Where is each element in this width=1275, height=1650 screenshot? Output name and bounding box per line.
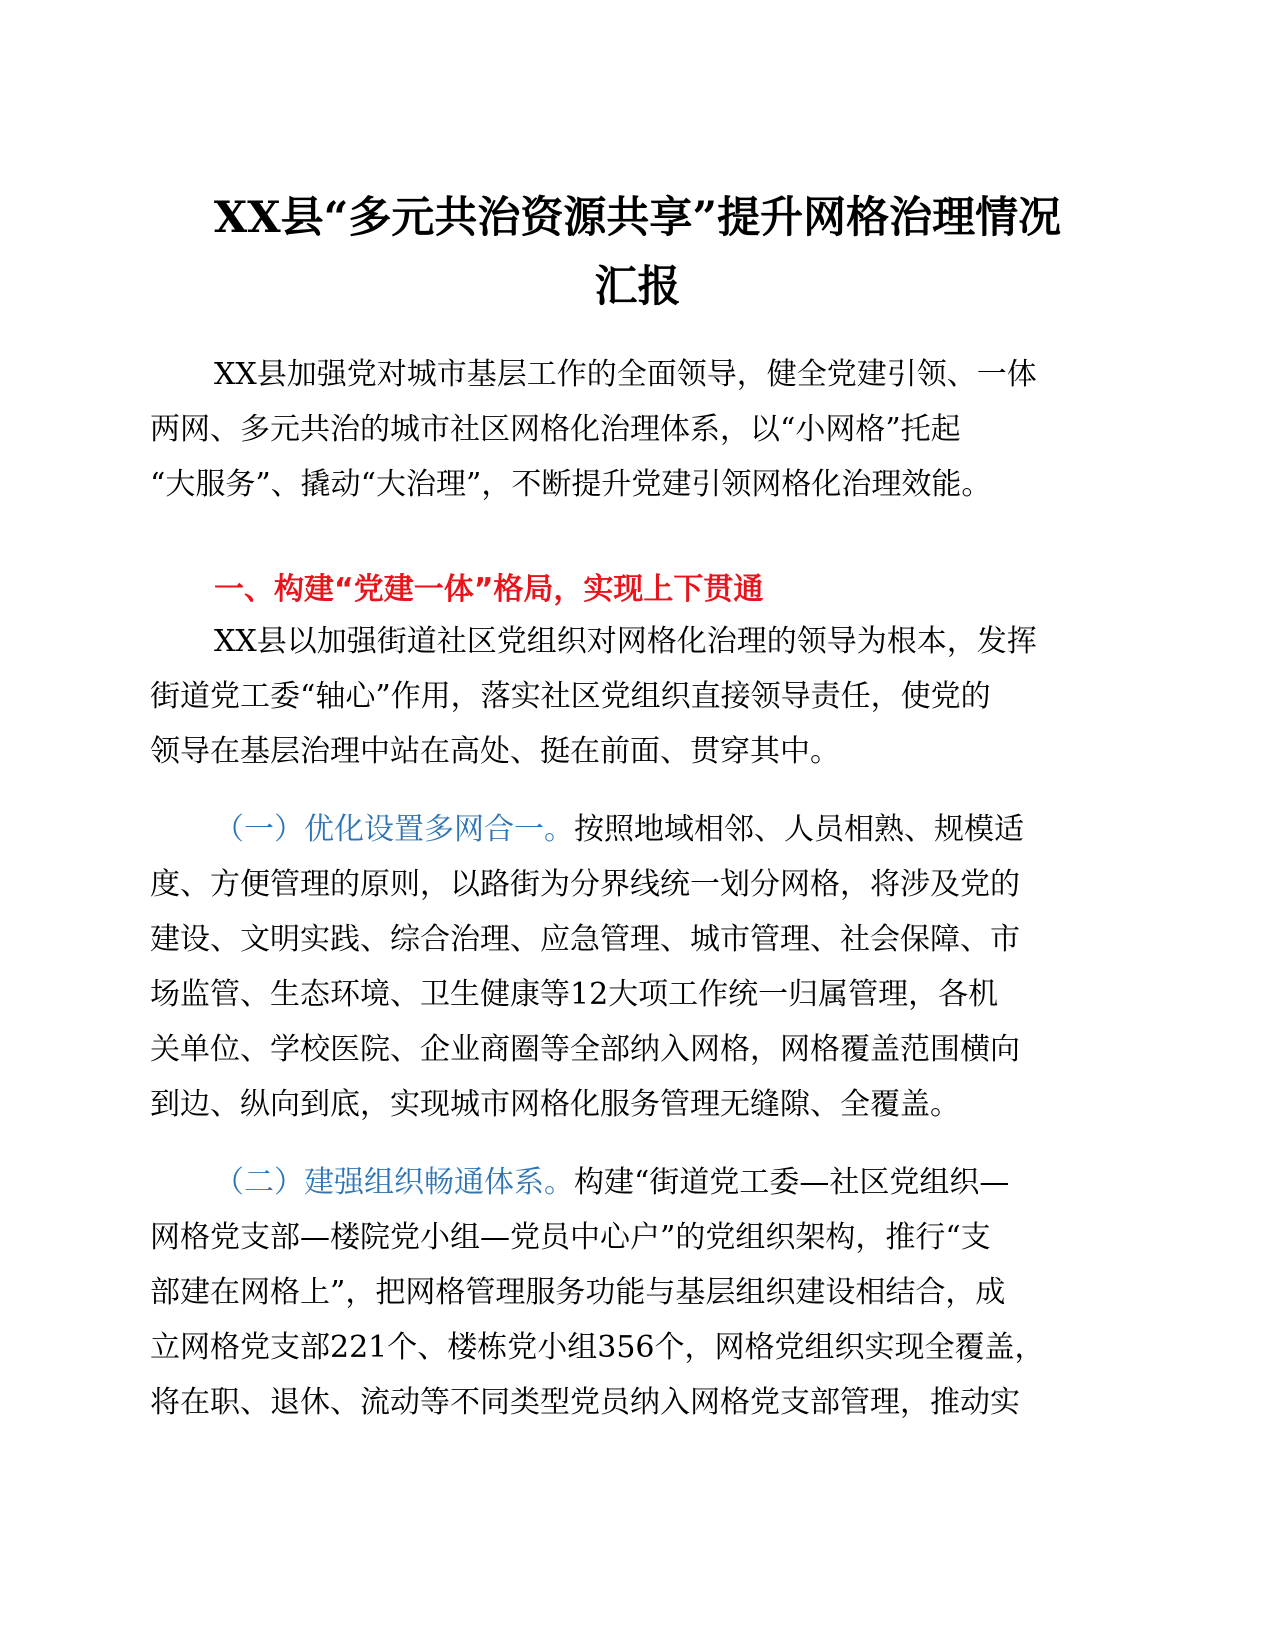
body-line: 场监管、生态环境、卫生健康等12大项工作统一归属管理，各机 bbox=[150, 977, 999, 1012]
section-heading: 一、构建“党建一体”格局，实现上下贯通 bbox=[214, 572, 764, 607]
body-line: 部建在网格上”，把网格管理服务功能与基层组织建设相结合，成 bbox=[150, 1275, 1006, 1310]
intro-line: XX县加强党对城市基层工作的全面领导，健全党建引领、一体 bbox=[214, 357, 1037, 392]
subsection-first-line bbox=[214, 1163, 1009, 1203]
body-line: 将在职、退休、流动等不同类型党员纳入网格党支部管理，推动实 bbox=[150, 1385, 1020, 1420]
body-line: 街道党工委“轴心”作用，落实社区党组织直接领导责任，使党的 bbox=[150, 679, 991, 714]
document-title: XX县“多元共治资源共享”提升网格治理情况 bbox=[213, 193, 1062, 243]
intro-line: “大服务”、撬动“大治理”，不断提升党建引领网格化治理效能。 bbox=[150, 467, 992, 502]
body-line: 到边、纵向到底，实现城市网格化服务管理无缝隙、全覆盖。 bbox=[150, 1087, 960, 1122]
body-line: 立网格党支部221个、楼栋党小组356个，网格党组织实现全覆盖， bbox=[150, 1330, 1045, 1365]
subsection-heading: （一）优化设置多网合一。 bbox=[214, 812, 574, 847]
body-text: 构建“街道党工委—社区党组织— bbox=[574, 1165, 1010, 1200]
body-line: 领导在基层治理中站在高处、挺在前面、贯穿其中。 bbox=[150, 734, 840, 769]
intro-line: 两网、多元共治的城市社区网格化治理体系，以“小网格”托起 bbox=[150, 412, 961, 447]
body-line: 建设、文明实践、综合治理、应急管理、城市管理、社会保障、市 bbox=[150, 922, 1020, 957]
body-line: XX县以加强街道社区党组织对网格化治理的领导为根本，发挥 bbox=[214, 624, 1037, 659]
body-text: 按照地域相邻、人员相熟、规模适 bbox=[574, 812, 1024, 847]
body-line: 度、方便管理的原则，以路街为分界线统一划分网格，将涉及党的 bbox=[150, 867, 1020, 902]
body-line: 关单位、学校医院、企业商圈等全部纳入网格，网格覆盖范围横向 bbox=[150, 1032, 1020, 1067]
subsection-heading: （二）建强组织畅通体系。 bbox=[214, 1165, 574, 1200]
document-title-continued: 汇报 bbox=[594, 262, 681, 312]
body-line: 网格党支部—楼院党小组—党员中心户”的党组织架构，推行“支 bbox=[150, 1220, 991, 1255]
subsection-first-line bbox=[214, 810, 1024, 850]
